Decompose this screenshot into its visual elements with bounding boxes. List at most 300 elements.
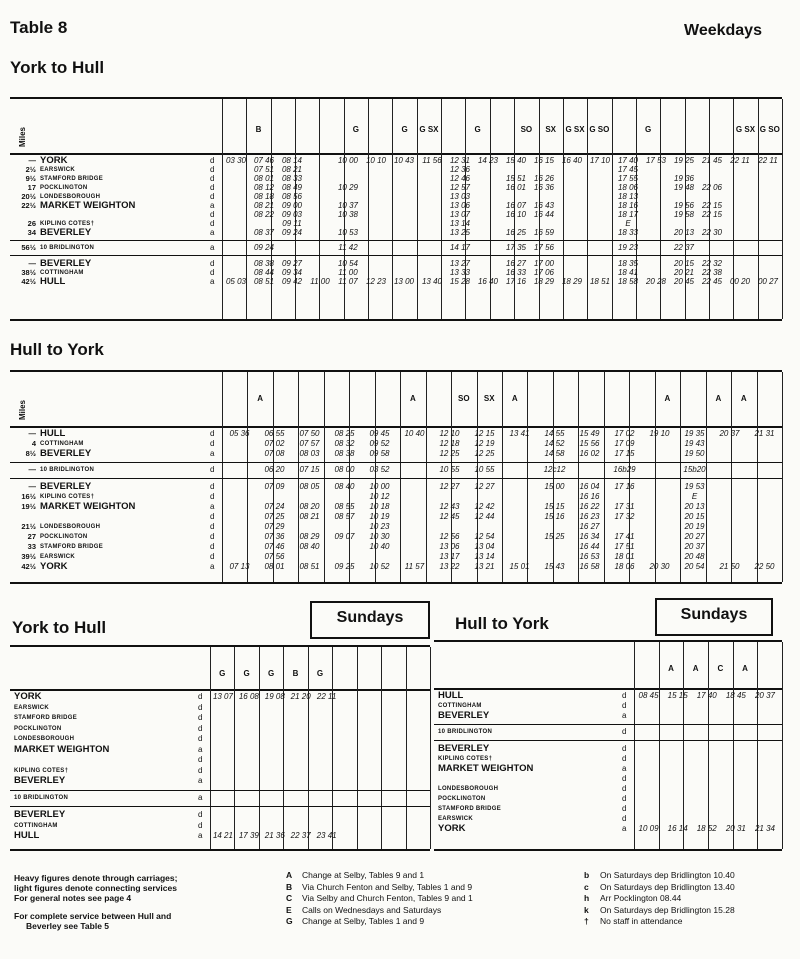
- time-cell: 19 53: [684, 482, 705, 491]
- row-miles: 16½: [21, 492, 36, 501]
- row-miles: 19½: [21, 502, 36, 511]
- row-arr-dep: a: [210, 502, 215, 511]
- row-arr-dep: a: [198, 831, 203, 840]
- time-cell: 06 55: [264, 429, 285, 438]
- key-line: [584, 905, 794, 917]
- miles-header: Miles: [18, 399, 27, 420]
- table-row: [10, 756, 430, 764]
- york-to-hull-title: York to Hull: [10, 58, 105, 77]
- section-divider: [10, 790, 430, 791]
- time-cell: 20 37: [754, 691, 775, 700]
- time-cell: 16 44: [533, 210, 555, 219]
- time-cell: 22 37: [673, 243, 695, 252]
- time-cell: 13 40: [421, 277, 443, 286]
- time-cell: 22 32: [701, 259, 723, 268]
- time-cell: 20 37: [719, 429, 740, 438]
- row-station: POCKLINGTON: [14, 725, 62, 732]
- time-cell: 13 22: [439, 562, 460, 571]
- key-line: [286, 916, 576, 928]
- row-arr-dep: a: [210, 201, 215, 210]
- row-miles: 33: [27, 542, 36, 551]
- row-station: BEVERLEY: [438, 710, 490, 721]
- row-station: HULL: [14, 830, 40, 841]
- time-cell: 18 13: [617, 192, 639, 201]
- table-row: [10, 184, 782, 192]
- row-arr-dep: a: [198, 776, 203, 785]
- row-arr-dep: a: [622, 824, 627, 833]
- column-code: B: [255, 125, 262, 134]
- row-station: KIPLING COTES†: [40, 494, 95, 500]
- row-arr-dep: d: [210, 429, 215, 438]
- time-cell: 14 55: [544, 429, 565, 438]
- time-cell: 19 23: [617, 243, 639, 252]
- time-cell: 17 02: [614, 429, 635, 438]
- column-code: G: [474, 125, 481, 134]
- time-cell: 08 40: [299, 542, 320, 551]
- section-divider: [10, 806, 430, 807]
- time-cell: E: [625, 219, 631, 228]
- time-cell: 07 29: [264, 522, 285, 531]
- time-cell: 09 42: [281, 277, 303, 286]
- time-cell: 22 30: [701, 228, 723, 237]
- row-station: YORK: [40, 561, 68, 572]
- row-station: BEVERLEY: [14, 775, 66, 786]
- time-cell: 09 25: [334, 562, 355, 571]
- row-arr-dep: d: [622, 804, 627, 813]
- row-arr-dep: a: [210, 243, 215, 252]
- table-row: [434, 728, 782, 736]
- time-cell: 10 09: [638, 824, 659, 833]
- time-cell: 11 56: [422, 156, 442, 165]
- table-row: [434, 745, 782, 753]
- time-cell: 13 03: [449, 192, 471, 201]
- time-cell: 13 27: [449, 259, 471, 268]
- time-cell: 18 06: [614, 562, 635, 571]
- time-cell: 22 06: [701, 183, 723, 192]
- row-miles: —: [28, 429, 36, 438]
- time-cell: 22 45: [701, 277, 723, 286]
- time-cell: 10 38: [337, 210, 359, 219]
- time-cell: 18 16: [617, 201, 639, 210]
- time-cell: 10 37: [337, 201, 359, 210]
- row-miles: 27: [27, 532, 36, 541]
- row-station: POCKLINGTON: [40, 534, 88, 540]
- column-code: G: [644, 125, 652, 134]
- row-station: STAMFORD BRIDGE: [438, 806, 502, 812]
- hull-to-york-table: [10, 370, 782, 584]
- time-cell: 15 49: [579, 429, 600, 438]
- row-station: BEVERLEY: [40, 481, 92, 492]
- time-cell: 18 33: [617, 228, 639, 237]
- time-cell: 10 55: [474, 465, 495, 474]
- column-code: G: [352, 125, 360, 134]
- table-row: [10, 229, 782, 237]
- time-cell: 17 51: [614, 542, 635, 551]
- table-row: [10, 450, 782, 458]
- time-cell: 13 17: [439, 552, 460, 561]
- time-cell: 17 45: [617, 165, 639, 174]
- row-miles: 17: [27, 183, 36, 192]
- time-cell: 12 18: [439, 439, 460, 448]
- row-station: BEVERLEY: [40, 227, 92, 238]
- row-arr-dep: d: [210, 210, 215, 219]
- time-cell: 10 55: [439, 465, 460, 474]
- time-cell: 16 34: [579, 532, 600, 541]
- row-arr-dep: d: [198, 755, 203, 764]
- time-cell: 18 17: [617, 210, 639, 219]
- time-cell: 10 10: [365, 156, 387, 165]
- row-miles: 4: [31, 439, 36, 448]
- row-arr-dep: d: [210, 482, 215, 491]
- table-row: [10, 725, 430, 733]
- time-cell: 22 15: [701, 210, 723, 219]
- table-row: [10, 533, 782, 541]
- time-cell: 05 36: [229, 429, 250, 438]
- section-divider: [10, 240, 782, 241]
- time-cell: 12 54: [474, 532, 495, 541]
- row-station: 10 BRIDLINGTON: [40, 467, 95, 473]
- time-cell: 07 51: [253, 165, 275, 174]
- time-cell: 08 55: [334, 502, 355, 511]
- row-station: HULL: [40, 428, 66, 439]
- table-row: [10, 704, 430, 712]
- time-cell: 17 56: [533, 243, 555, 252]
- key-text: Change at Selby, Tables 1 and 9: [302, 916, 425, 926]
- time-cell: 15 56: [579, 439, 600, 448]
- table-row: [10, 440, 782, 448]
- key-text: Change at Selby, Tables 9 and 1: [302, 870, 425, 880]
- time-cell: 12 23: [365, 277, 387, 286]
- time-cell: 17 00: [533, 259, 555, 268]
- time-cell: 17 06: [533, 268, 555, 277]
- table-row: [10, 563, 782, 571]
- table-row: [10, 503, 782, 511]
- time-cell: 15 15: [544, 502, 565, 511]
- key-line: [286, 870, 576, 882]
- table-row: [10, 278, 782, 286]
- time-cell: 18 51: [589, 277, 611, 286]
- time-cell: 20 15: [673, 259, 695, 268]
- time-cell: 05 03: [225, 277, 247, 286]
- time-cell: 06 20: [264, 465, 285, 474]
- time-cell: 21 50: [719, 562, 740, 571]
- row-station: STAMFORD BRIDGE: [14, 715, 78, 721]
- time-cell: 12 44: [474, 512, 495, 521]
- column-code: A: [668, 664, 674, 673]
- row-station: EARSWICK: [14, 704, 50, 711]
- column-code: SO: [520, 125, 533, 134]
- row-station: STAMFORD BRIDGE: [40, 544, 104, 550]
- time-cell: 08 32: [334, 439, 355, 448]
- row-station: YORK: [14, 691, 42, 702]
- time-cell: 12 25: [474, 449, 495, 458]
- time-cell: 10 30: [369, 532, 390, 541]
- row-station: COTTINGHAM: [40, 270, 84, 276]
- time-cell: 08 01: [264, 562, 285, 571]
- column-code: A: [740, 394, 747, 403]
- time-cell: 19 25: [673, 156, 695, 165]
- sundays-badge-left: Sundays: [310, 601, 430, 639]
- key-text: Arr Pocklington 08.44: [600, 893, 682, 903]
- table-row: [434, 755, 782, 763]
- time-cell: 16 44: [579, 542, 600, 551]
- row-arr-dep: a: [210, 228, 215, 237]
- time-cell: 16 27: [505, 259, 527, 268]
- row-arr-dep: a: [198, 792, 203, 802]
- time-cell: 03 30: [225, 156, 247, 165]
- row-station: KIPLING COTES†: [14, 767, 69, 774]
- time-cell: 16 26: [533, 174, 555, 183]
- time-cell: 19 56: [673, 201, 695, 210]
- time-cell: 11 00: [338, 268, 358, 277]
- time-cell: 08 21: [299, 512, 320, 521]
- time-cell: 14 23: [477, 156, 499, 165]
- time-cell: 09 03: [281, 210, 303, 219]
- column-code: G SO: [589, 125, 610, 134]
- row-station: KIPLING COTES†: [40, 221, 95, 227]
- column-code: G SO: [759, 125, 780, 134]
- row-arr-dep: d: [198, 810, 203, 819]
- time-cell: 11 57: [404, 562, 425, 571]
- time-cell: 08 29: [299, 532, 320, 541]
- table-row: [434, 692, 782, 700]
- time-cell: 19 50: [684, 449, 705, 458]
- time-cell: 08 38: [253, 259, 275, 268]
- time-cell: 22 15: [701, 201, 723, 210]
- time-cell: 16 23: [579, 512, 600, 521]
- time-cell: 12 15: [474, 429, 495, 438]
- table-row: [10, 735, 430, 743]
- time-cell: 12 46: [449, 174, 471, 183]
- time-cell: 10 29: [337, 183, 359, 192]
- key-symbol: c: [584, 881, 589, 892]
- time-cell: 08 01: [253, 174, 275, 183]
- time-cell: 15 16: [544, 512, 565, 521]
- time-cell: 07 46: [264, 542, 285, 551]
- row-arr-dep: d: [198, 820, 203, 830]
- table-row: [10, 811, 430, 819]
- column-code: B: [292, 669, 299, 678]
- time-cell: 16 14: [667, 824, 688, 833]
- time-cell: 20 28: [645, 277, 667, 286]
- time-cell: 17 53: [645, 156, 667, 165]
- key-text: Calls on Wednesdays and Saturdays: [302, 904, 442, 915]
- row-station: COTTINGHAM: [14, 822, 58, 829]
- row-station: LONDESBOROUGH: [438, 786, 499, 792]
- row-station: EARSWICK: [40, 554, 76, 560]
- column-rule: [782, 99, 783, 319]
- time-cell: 10 40: [404, 429, 425, 438]
- time-cell: 16 02: [579, 449, 600, 458]
- column-code: A: [664, 394, 671, 403]
- key-symbol: b: [584, 870, 590, 880]
- row-station: MARKET WEIGHTON: [40, 501, 136, 512]
- table-row: [10, 832, 430, 840]
- key-symbol: †: [584, 916, 589, 926]
- row-station: STAMFORD BRIDGE: [40, 176, 104, 182]
- table-number: Table 8: [10, 18, 68, 37]
- table-row: [434, 795, 782, 803]
- time-cell: 17 55: [617, 174, 639, 183]
- row-arr-dep: d: [622, 727, 627, 736]
- table-row: [10, 693, 430, 701]
- row-arr-dep: a: [622, 764, 627, 773]
- row-station: BEVERLEY: [14, 809, 66, 820]
- time-cell: 20 13: [684, 502, 705, 511]
- row-arr-dep: d: [210, 219, 215, 228]
- time-cell: 08 00: [334, 465, 355, 474]
- time-cell: 17 35: [505, 243, 527, 252]
- row-arr-dep: d: [210, 439, 215, 448]
- row-miles: 38½: [21, 268, 36, 277]
- row-arr-dep: d: [210, 465, 215, 474]
- table-row: [434, 775, 782, 783]
- time-cell: 21 34: [754, 824, 775, 833]
- time-cell: 17 32: [614, 512, 635, 521]
- time-cell: 12 27: [439, 482, 460, 491]
- footnote-key-letters: [584, 870, 794, 928]
- time-cell: 20 27: [684, 532, 705, 541]
- time-cell: 16 25: [505, 228, 527, 237]
- time-cell: 12 36: [449, 165, 471, 174]
- table-row: [10, 244, 782, 252]
- time-cell: 18 45: [725, 691, 746, 700]
- key-symbol: A: [286, 870, 293, 880]
- time-cell: 08 18: [253, 192, 275, 201]
- row-station: POCKLINGTON: [438, 796, 486, 802]
- time-cell: 14 21: [212, 831, 233, 840]
- row-station: YORK: [438, 823, 466, 834]
- time-cell: 07 56: [264, 552, 285, 561]
- table-row: [10, 269, 782, 277]
- row-station: 10 BRIDLINGTON: [40, 245, 95, 251]
- time-cell: 13 07: [212, 692, 233, 701]
- note-line: For complete service between Hull and: [14, 911, 172, 921]
- column-code: A: [511, 394, 518, 403]
- time-cell: 19 58: [673, 210, 695, 219]
- time-cell: 17 16: [505, 277, 527, 286]
- column-code: A: [257, 394, 264, 403]
- column-code: A: [742, 664, 748, 673]
- time-cell: 10 43: [393, 156, 415, 165]
- row-station: POCKLINGTON: [40, 185, 88, 191]
- row-arr-dep: d: [210, 522, 215, 531]
- time-cell: 09 34: [281, 268, 303, 277]
- time-cell: 08 14: [281, 156, 303, 165]
- table-row: [10, 166, 782, 174]
- row-arr-dep: a: [210, 277, 215, 286]
- column-code: G SX: [419, 125, 439, 134]
- time-cell: 11 07: [338, 277, 358, 286]
- row-miles: 34: [27, 228, 36, 237]
- time-cell: 21 31: [754, 429, 775, 438]
- time-cell: 12 56: [439, 532, 460, 541]
- time-cell: 09 45: [369, 429, 390, 438]
- time-cell: 13 04: [474, 542, 495, 551]
- time-cell: 08 44: [253, 268, 275, 277]
- row-miles: 20½: [21, 192, 36, 201]
- row-miles: —: [28, 465, 36, 474]
- time-cell: 08 57: [334, 512, 355, 521]
- row-station: LONDESBOROUGH: [40, 524, 101, 530]
- time-cell: 13 21: [474, 562, 495, 571]
- time-cell: 22 11: [730, 156, 750, 165]
- time-cell: 16 16: [579, 492, 600, 501]
- row-station: BEVERLEY: [438, 743, 490, 754]
- row-station: LONDESBOROUGH: [14, 736, 75, 742]
- time-cell: 10 18: [369, 502, 390, 511]
- time-cell: 11 42: [338, 243, 358, 252]
- column-code: C: [717, 664, 724, 673]
- column-code: G: [267, 669, 275, 678]
- time-cell: 07 15: [299, 465, 320, 474]
- row-station: EARSWICK: [40, 167, 76, 173]
- time-cell: 08 51: [299, 562, 320, 571]
- row-station: MARKET WEIGHTON: [40, 200, 136, 211]
- key-text: Via Church Fenton and Selby, Tables 1 and 9: [302, 881, 473, 892]
- miles-header: Miles: [18, 126, 27, 147]
- time-cell: 18 01: [614, 552, 635, 561]
- time-cell: 11 00: [310, 277, 330, 286]
- row-arr-dep: a: [210, 449, 215, 458]
- time-cell: 10 12: [369, 492, 390, 501]
- time-cell: 18 58: [617, 277, 639, 286]
- row-miles: 42½: [21, 277, 36, 286]
- time-cell: 15b20: [683, 465, 706, 474]
- row-miles: 22½: [21, 201, 36, 210]
- time-cell: 03 52: [369, 465, 390, 474]
- time-cell: 17 15: [614, 449, 635, 458]
- time-cell: 16 01: [505, 183, 527, 192]
- time-cell: 16 15: [533, 156, 555, 165]
- time-cell: 16b29: [613, 465, 636, 474]
- row-arr-dep: d: [210, 156, 215, 165]
- table-row: [10, 220, 782, 228]
- row-arr-dep: d: [622, 691, 627, 700]
- time-cell: 17 16: [614, 482, 635, 491]
- note-line: For general notes see page 4: [14, 893, 132, 903]
- column-code: G SX: [565, 125, 585, 134]
- time-cell: 00 20: [729, 277, 751, 286]
- time-cell: 10 19: [369, 512, 390, 521]
- key-symbol: G: [286, 916, 293, 926]
- time-cell: 09 27: [281, 259, 303, 268]
- row-station: MARKET WEIGHTON: [14, 743, 110, 755]
- time-cell: 08 51: [253, 277, 275, 286]
- time-cell: 15 15: [667, 691, 688, 700]
- time-cell: 12 10: [439, 429, 460, 438]
- time-cell: 21 45: [701, 156, 723, 165]
- time-cell: 23 41: [316, 831, 337, 840]
- key-text: On Saturdays dep Bridlington 13.40: [600, 881, 735, 892]
- time-cell: 08 40: [334, 482, 355, 491]
- time-cell: 07 13: [229, 562, 250, 571]
- row-station: EARSWICK: [438, 816, 474, 822]
- time-cell: 08 38: [334, 449, 355, 458]
- time-cell: 08 56: [281, 192, 303, 201]
- time-cell: 12 25: [439, 449, 460, 458]
- time-cell: 10 53: [337, 228, 359, 237]
- time-cell: 17 31: [614, 502, 635, 511]
- time-cell: 12c12: [543, 465, 566, 474]
- time-cell: 22 11: [316, 692, 337, 701]
- section-divider: [10, 462, 782, 463]
- time-cell: 08 37: [253, 228, 275, 237]
- time-cell: 16 59: [533, 228, 555, 237]
- column-rule: [782, 642, 783, 849]
- time-cell: 16 33: [505, 268, 527, 277]
- table-row: [434, 702, 782, 710]
